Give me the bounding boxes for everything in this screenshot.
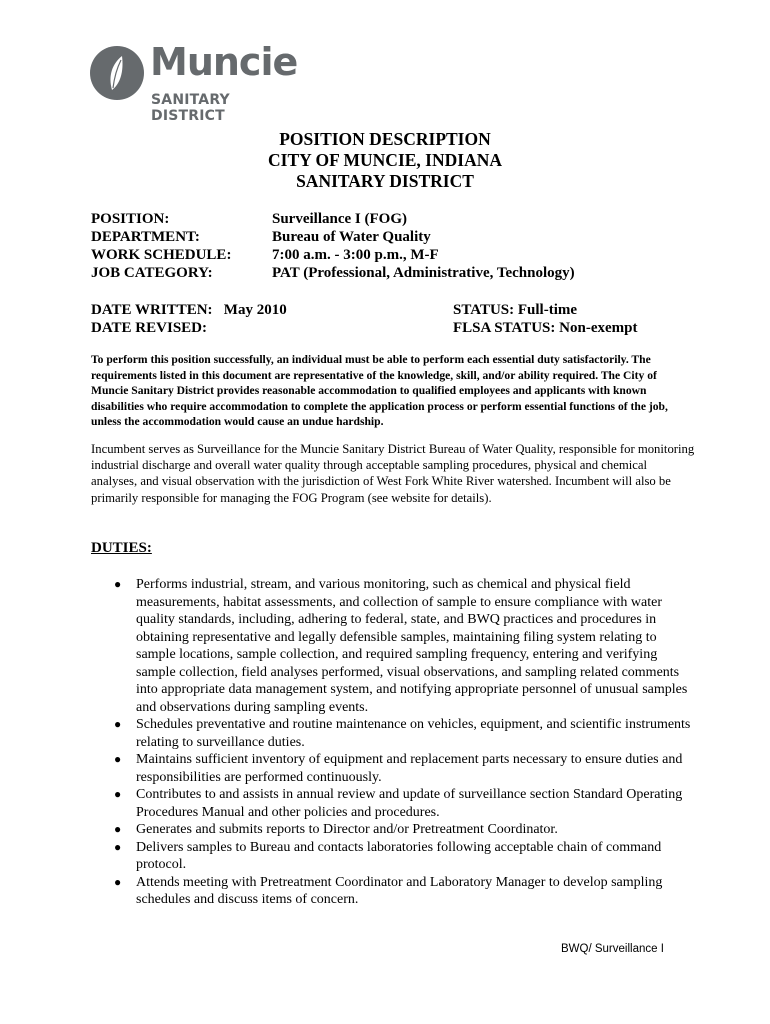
logo-name: Muncie — [150, 40, 298, 84]
date-written: DATE WRITTEN: May 2010 — [91, 302, 287, 318]
logo-subtitle: SANITARY DISTRICT — [151, 92, 230, 124]
dates-row — [91, 319, 691, 337]
info-value: PAT (Professional, Administrative, Technology) — [272, 265, 575, 281]
list-item — [92, 821, 692, 839]
list-item — [92, 874, 692, 909]
bullet-icon: ● — [114, 839, 122, 854]
title-line: CITY OF MUNCIE, INDIANA — [268, 150, 502, 170]
list-item — [92, 786, 692, 821]
info-value: 7:00 a.m. - 3:00 p.m., M-F — [272, 247, 439, 263]
bullet-icon: ● — [114, 874, 122, 889]
info-label: POSITION: — [91, 211, 170, 227]
requirements-paragraph: To perform this position successfully, an individual must be able to perform each essential duty satisfactorily. The requirements listed in this document are representative of the knowledge, skill, and/or ability required. The City of Muncie Sanitary District provides reasonable accommodation to qualified employees and applicants with known disabilities who require accommodation to complete the application process or perform essential functions of the job, unless the accommodation would cause an undue hardship. — [91, 353, 668, 429]
dates-block — [91, 301, 691, 337]
status: STATUS: Full-time — [453, 302, 578, 318]
info-label: DEPARTMENT: — [91, 229, 200, 245]
bullet-icon: ● — [114, 822, 122, 836]
bullet-icon: ● — [114, 577, 122, 591]
info-row — [91, 264, 575, 282]
info-label: JOB CATEGORY: — [91, 265, 213, 281]
title-line: SANITARY DISTRICT — [296, 171, 474, 191]
info-value: Surveillance I (FOG) — [272, 211, 407, 227]
logo — [90, 40, 300, 124]
list-item — [92, 716, 692, 751]
list-item — [92, 576, 692, 716]
date-revised: DATE REVISED: — [91, 320, 207, 336]
bullet-icon: ● — [114, 752, 122, 766]
info-row — [91, 210, 575, 228]
list-item — [92, 751, 692, 786]
duty-text: Maintains sufficient inventory of equipment and replacement parts necessary to ensure duties and responsibilities are performed continuously. — [136, 752, 683, 785]
dates-row — [91, 301, 691, 319]
duty-text: Performs industrial, stream, and various monitoring, such as chemical and physical field measurements, habitat assessments, and collection of sample to ensure compliance with water quality standards, including, adhering to federal, state, and BWQ practices and procedures in obtaining representative and legally defensible samples, maintaining filing system relating to sample locations, sample collection, and required sampling frequency, entering and verifying sample collection, field analyses performed, visual observations, and sampling related comments into appropriate data management system, and notifying appropriate personnel of unusual samples and observations during sampling events. — [136, 577, 688, 715]
info-row — [91, 246, 575, 264]
summary-paragraph: Incumbent serves as Surveillance for the Muncie Sanitary District Bureau of Water Quality, responsible for monitoring industrial discharge and overall water quality through acceptable sampling procedures, physical and chemical analyses, and visual observation with the jurisdiction of West Fork White River watershed. Incumbent will also be primarily responsible for managing the FOG Program (see website for details). — [91, 442, 695, 505]
flsa-status: FLSA STATUS: Non-exempt — [453, 320, 638, 336]
duty-text: Attends meeting with Pretreatment Coordinator and Laboratory Manager to develop sampling schedules and discuss items of concern. — [136, 874, 663, 907]
page-title — [0, 129, 770, 192]
duties-list — [92, 576, 692, 909]
bullet-icon: ● — [114, 717, 122, 731]
duties-heading: DUTIES: — [91, 540, 152, 556]
info-value: Bureau of Water Quality — [272, 229, 431, 245]
duty-text: Schedules preventative and routine maintenance on vehicles, equipment, and scientific instruments relating to surveillance duties. — [136, 717, 691, 750]
title-line: POSITION DESCRIPTION — [279, 129, 491, 149]
info-row — [91, 228, 575, 246]
bullet-icon: ● — [114, 787, 122, 801]
list-item — [92, 839, 692, 874]
duty-text: Contributes to and assists in annual review and update of surveillance section Standard Operating Procedures Manual and other policies and procedures. — [136, 787, 683, 820]
info-label: WORK SCHEDULE: — [91, 247, 232, 263]
duty-text: Delivers samples to Bureau and contacts laboratories following acceptable chain of command protocol. — [136, 839, 662, 872]
page-footer: BWQ/ Surveillance I — [561, 943, 664, 955]
leaf-icon — [90, 46, 144, 100]
duty-text: Generates and submits reports to Director and/or Pretreatment Coordinator. — [136, 822, 558, 837]
position-info — [91, 210, 575, 282]
